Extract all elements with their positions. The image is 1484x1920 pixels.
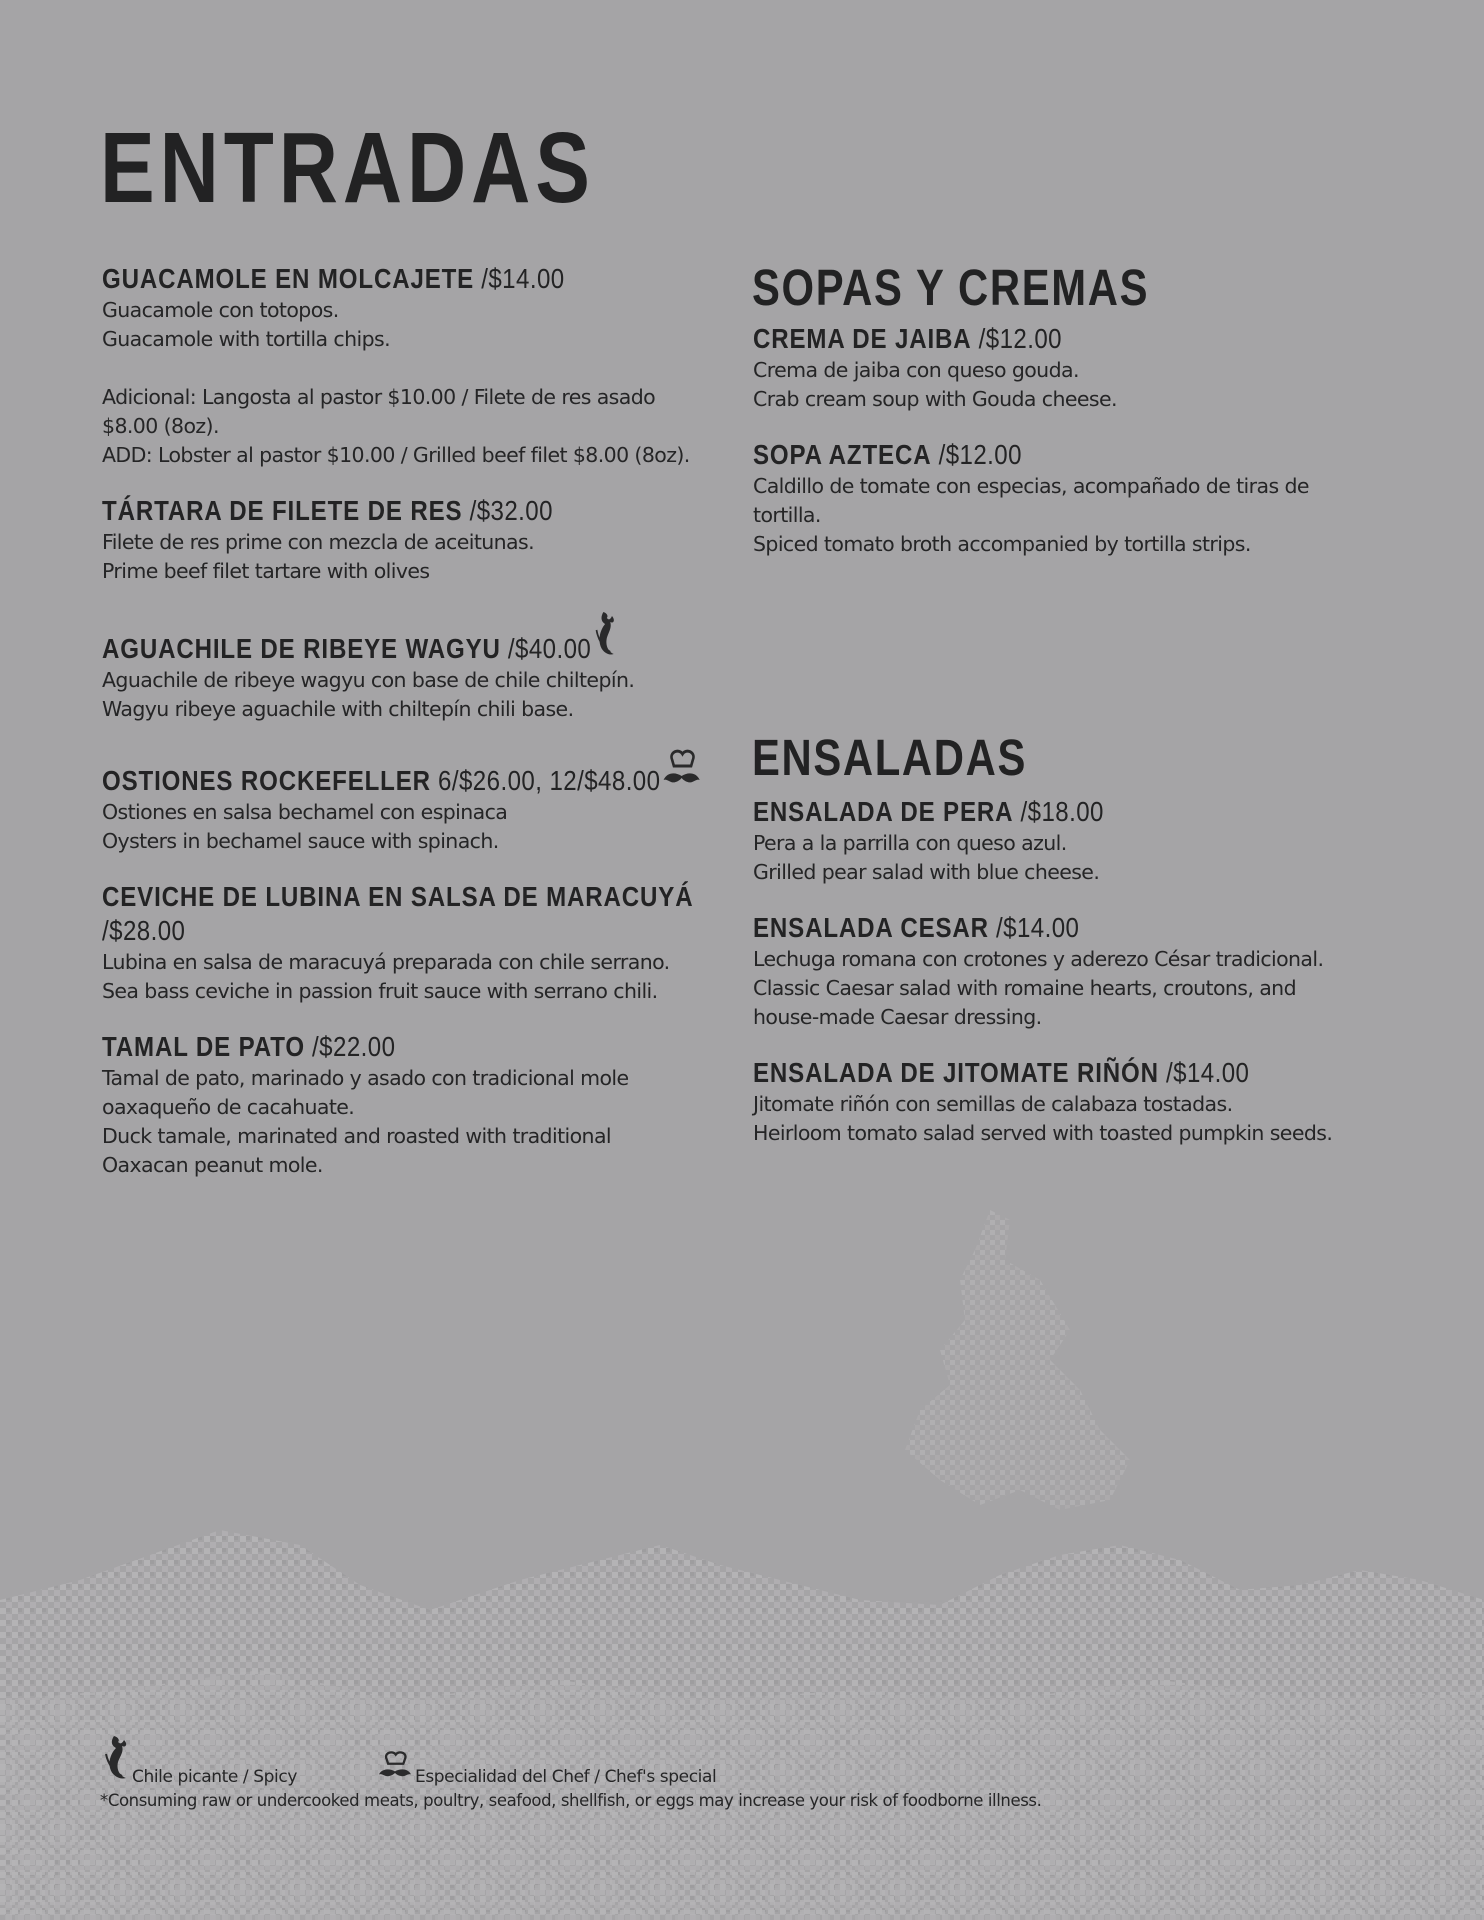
legend-spicy — [100, 1734, 297, 1787]
menu-item — [102, 1030, 742, 1180]
menu-item — [753, 795, 1413, 887]
item-name: ENSALADA DE PERA — [753, 796, 1014, 827]
icon-legend — [100, 1734, 794, 1787]
item-description: Tamal de pato, marinado y asado con tradicional mole oaxaqueño de cacahuate. Duck tamale, marinated and roasted with traditional Oaxacan peanut mole. — [102, 1066, 629, 1177]
item-name: AGUACHILE DE RIBEYE WAGYU — [102, 633, 501, 664]
menu-item — [753, 438, 1393, 559]
item-description: Filete de res prime con mezcla de aceitunas. Prime beef filet tartare with olives — [102, 530, 535, 583]
item-name: TÁRTARA DE FILETE DE RES — [102, 495, 463, 526]
item-description: Ostiones en salsa bechamel con espinaca Oysters in bechamel sauce with spinach. — [102, 800, 508, 853]
item-price: /$22.00 — [304, 1031, 396, 1062]
ensaladas-heading: ENSALADAS — [752, 729, 1027, 786]
menu-item — [102, 748, 742, 856]
menu-item — [753, 1056, 1413, 1148]
item-price: /$12.00 — [931, 439, 1022, 470]
legend-chef-label: Especialidad del Chef / Chef's special — [414, 1767, 717, 1787]
menu-item — [753, 911, 1413, 1032]
sopas-heading: SOPAS Y CREMAS — [752, 259, 1150, 316]
chef-hat-mustache-icon — [375, 1750, 415, 1787]
item-name: SOPA AZTECA — [753, 439, 932, 470]
item-description: Crema de jaiba con queso gouda. Crab cream soup with Gouda cheese. — [753, 358, 1117, 411]
item-price: /$28.00 — [102, 915, 186, 946]
item-name: CEVICHE DE LUBINA EN SALSA DE MARACUYÁ — [102, 881, 694, 912]
item-name: ENSALADA DE JITOMATE RIÑÓN — [753, 1057, 1159, 1088]
item-price: /$14.00 — [474, 263, 565, 294]
chili-pepper-icon — [100, 1734, 132, 1787]
item-name: CREMA DE JAIBA — [753, 323, 972, 354]
menu-item — [102, 494, 742, 586]
item-description: Pera a la parrilla con queso azul. Grilled pear salad with blue cheese. — [753, 831, 1100, 884]
item-price: /$40.00 — [500, 633, 592, 664]
item-name: ENSALADA CESAR — [753, 912, 989, 943]
entradas-heading: ENTRADAS — [100, 112, 595, 224]
sopas-list — [753, 322, 1393, 583]
item-name: GUACAMOLE EN MOLCAJETE — [102, 263, 475, 294]
menu-item — [753, 322, 1393, 414]
legend-chef — [375, 1750, 716, 1787]
item-price: /$14.00 — [988, 912, 1080, 943]
item-price: /$12.00 — [971, 323, 1062, 354]
item-price: 6/$26.00, 12/$48.00 — [430, 765, 661, 796]
legend-spicy-label: Chile picante / Spicy — [132, 1767, 297, 1787]
item-price: /$18.00 — [1013, 796, 1104, 827]
chef-hat-mustache-icon — [660, 748, 703, 798]
food-safety-disclaimer: *Consuming raw or undercooked meats, poultry, seafood, shellfish, or eggs may increase your risk of foodborne illness. — [100, 1791, 1042, 1810]
item-description: Jitomate riñón con semillas de calabaza tostadas. Heirloom tomato salad served with toasted pumpkin seeds. — [753, 1092, 1333, 1145]
item-description: Aguachile de ribeye wagyu con base de chile chiltepín. Wagyu ribeye aguachile with chiltepín chili base. — [102, 668, 635, 721]
item-description: Caldillo de tomate con especias, acompañado de tiras de tortilla. Spiced tomato broth accompanied by tortilla strips. — [753, 474, 1309, 556]
item-price: /$32.00 — [462, 495, 553, 526]
item-price: /$14.00 — [1158, 1057, 1250, 1088]
menu-item — [102, 262, 742, 470]
chili-pepper-icon — [591, 610, 619, 666]
menu-item — [102, 880, 742, 1006]
item-description: Lubina en salsa de maracuyá preparada con chile serrano. Sea bass ceviche in passion fruit sauce with serrano chili. — [102, 950, 670, 1003]
ensaladas-list — [753, 795, 1413, 1172]
item-description: Guacamole con totopos. Guacamole with tortilla chips. Adicional: Langosta al pastor $10.00 / Filete de res asado $8.00 (8oz). ADD: Lobster al pastor $10.00 / Grilled beef filet $8.00 (8oz). — [102, 298, 690, 467]
entradas-list — [102, 262, 742, 1204]
item-name: TAMAL DE PATO — [102, 1031, 305, 1062]
item-description: Lechuga romana con crotones y aderezo César tradicional. Classic Caesar salad with romaine hearts, croutons, and house-made Caesar dressing. — [753, 947, 1324, 1029]
item-name: OSTIONES ROCKEFELLER — [102, 765, 431, 796]
menu-item — [102, 610, 742, 724]
